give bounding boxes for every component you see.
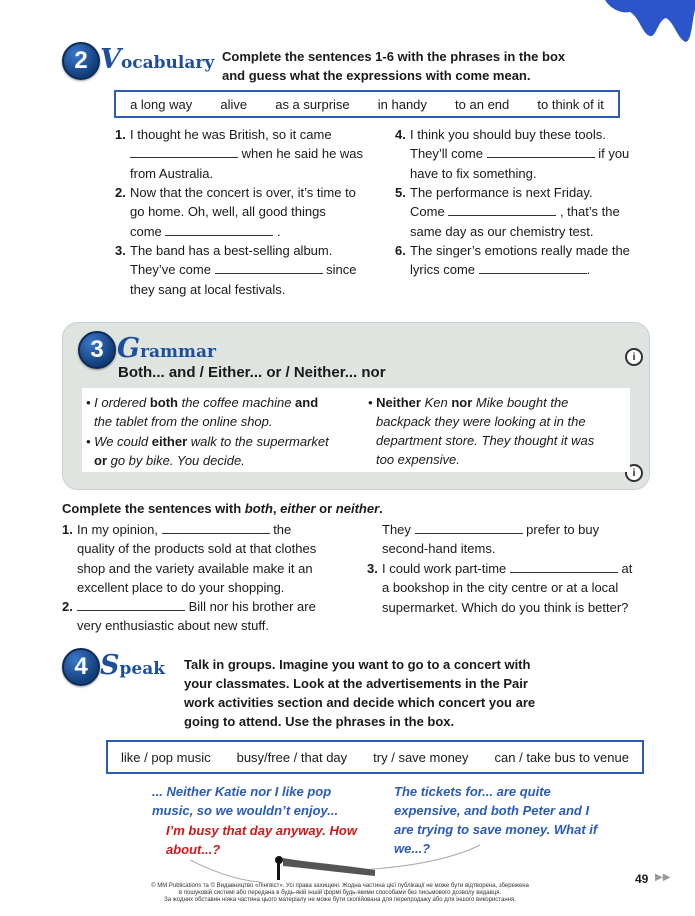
item-text: They [382,522,411,537]
info-icon: i [625,348,643,366]
answer-blank[interactable] [479,261,587,274]
item-text: have to fix something. [410,165,537,181]
grammar-example-2 [86,432,356,470]
item-text: if you [598,146,630,162]
phrase-item: alive [220,96,248,112]
item-text: lyrics come [410,262,476,278]
item-text: go home. Oh, well, all good things [130,204,326,220]
item-text: They’ll come [410,146,483,162]
bubble-text: ... Neither Katie nor I like pop [152,784,332,799]
phrase-item: to think of it [537,96,604,112]
example-keyword: either [151,434,188,449]
footer-line: За жодних обставин ніяка частина цього матеріалу не може бути скопійована для перепродажу або для іншого використання. [164,897,516,903]
phrase-item: can / take bus to venue [494,749,629,765]
vocab-item-3 [115,241,375,299]
item-text: quality of the products sold at that clothes [77,541,317,557]
bubble-text: we...? [394,841,431,856]
vocab-item-5 [395,183,655,241]
answer-blank[interactable] [415,521,523,534]
title-initial: V [100,44,121,75]
bubble-text: music, so we wouldn’t enjoy... [152,803,339,818]
item-number: 4. [395,127,406,142]
example-text: too expensive. [376,452,460,467]
item-text: I thought he was British, so it came [130,127,332,142]
footer-line: в пошуковій системі або передана в будь-якій іншій формі будь-якими способами без письмового дозволу видавця. [178,890,502,896]
vocab-instruction: Complete the sentences 1-6 with the phrases in the box and guess what the expressions with come mean. [222,49,566,83]
section-number-badge: 4 [62,648,100,686]
answer-blank[interactable] [487,145,595,158]
example-text: • I ordered [86,395,150,410]
grammar-example-1 [86,393,356,431]
item-number: 3. [367,561,378,576]
item-number: 6. [395,243,406,258]
instr-text: or [315,501,336,516]
item-text: The band has a best-selling album. [130,243,333,258]
speak-phrase-box [106,740,644,774]
item-text: very enthusiastic about new stuff. [77,618,269,634]
item-text: at [621,561,633,576]
grammar-instruction [62,499,562,518]
item-text: The singer’s emotions really made the [410,243,630,258]
vocab-item-6 [395,241,655,280]
speak-instruction: Talk in groups. Imagine you want to go to a concert with your classmates. Look at the advertisements in the Pair work activities section and decide which concert you are going to attend. Use the phrases in the box. [184,657,536,729]
item-text: same day as our chemistry test. [410,223,594,239]
instr-text: . [379,501,383,516]
bubble-text: I’m busy that day anyway. How [166,823,357,838]
example-keyword: Neither [376,395,421,410]
item-number: 1. [115,127,126,142]
example-text: department store. They thought it was [376,433,595,448]
page-number: 49 [635,872,649,886]
instr-keyword: both [244,501,273,516]
grammar-item-3 [367,559,667,617]
answer-blank[interactable] [165,223,273,236]
item-number: 1. [62,522,73,537]
section-number-badge: 2 [62,42,100,80]
example-keyword: both [149,395,178,410]
answer-blank[interactable] [215,261,323,274]
footer-line: © MM Publications та © Видавництво «Лінгвіст». Усі права захищені. Жодна частина цієї публікації не може бути відтворена, збережена [151,883,529,889]
next-page-icon: ▶▶ [655,872,671,883]
item-text: a bookshop in the city centre or at a local [382,580,619,596]
section-title-vocabulary [100,44,214,75]
item-text: from Australia. [130,165,214,181]
title-rest: ocabulary [120,53,215,73]
instr-keyword: neither [335,501,380,516]
section-number-badge: 3 [78,331,116,369]
speech-bubble-1 [152,782,338,820]
example-text: backpack they were looking at in the [376,414,586,429]
answer-blank[interactable] [162,521,270,534]
section-title-grammar [117,333,216,364]
example-text: Mike bought the [472,395,569,410]
item-text: , that’s the [559,204,620,220]
item-text: the [273,522,292,537]
example-text: the tablet from the online shop. [94,414,273,429]
example-keyword: or [94,453,107,468]
item-text: I think you should buy these tools. [410,127,606,142]
grammar-item-1 [62,520,362,597]
info-icon: i [625,464,643,482]
example-text: Ken [420,395,452,410]
example-keyword: and [295,395,319,410]
guitar-decoration [265,848,385,882]
grammar-item-2-cont [367,520,667,559]
example-keyword: nor [451,395,473,410]
example-text: walk to the supermarket [187,434,329,449]
item-text: prefer to buy [526,522,600,537]
bubble-text: expensive, and both Peter and I [394,803,590,818]
instr-text: Complete the sentences with [62,501,245,516]
instr-text: , [272,501,281,516]
answer-blank[interactable] [77,598,185,611]
vocab-item-2 [115,183,375,241]
item-text: They’ve come [130,262,211,278]
item-text: The performance is next Friday. [410,185,593,200]
grammar-item-2 [62,597,362,636]
paint-splash-decoration [600,0,695,50]
title-rest: rammar [140,342,216,362]
item-number: 5. [395,185,406,200]
item-text: supermarket. Which do you think is better? [382,599,629,615]
item-text: Come [410,204,445,220]
item-text: excellent place to do your shopping. [77,579,285,595]
title-initial: S [100,650,120,681]
grammar-subtitle: Both... and / Either... or / Neither... nor [118,364,386,381]
vocab-phrase-box [114,90,620,118]
example-text: go by bike. You decide. [107,453,245,468]
copyright-footer [40,883,640,904]
item-text: second-hand items. [382,541,496,557]
item-text: since [326,262,357,278]
grammar-example-3 [368,393,628,469]
example-text: the coffee machine [177,395,296,410]
item-number: 2. [62,599,73,614]
title-initial: G [117,333,141,364]
item-text: I could work part-time [382,561,507,576]
item-text: . [586,262,591,278]
phrase-item: as a surprise [275,96,350,112]
answer-blank[interactable] [510,560,618,573]
phrase-item: to an end [455,96,510,112]
title-rest: peak [119,659,165,679]
item-text: when he said he was [241,146,364,162]
instr-keyword: either [280,501,316,516]
item-text: they sang at local festivals. [130,281,286,297]
bubble-text: The tickets for... are quite [394,784,551,799]
item-number: 3. [115,243,126,258]
item-text: . [277,223,281,239]
item-number: 2. [115,185,126,200]
example-text: • [368,395,377,410]
bubble-text: about...? [166,842,221,857]
phrase-item: busy/free / that day [236,749,348,765]
phrase-item: like / pop music [121,749,211,765]
phrase-item: a long way [130,96,193,112]
item-text: In my opinion, [77,522,158,537]
phrase-item: try / save money [373,749,469,765]
vocab-item-4 [395,125,655,183]
item-text: Now that the concert is over, it’s time to [130,185,356,200]
bubble-text: are trying to save money. What if [394,822,598,837]
phrase-item: in handy [377,96,427,112]
section-title-speak [100,650,165,681]
item-text: shop and the variety available make it an [77,560,313,576]
item-text: Bill nor his brother are [188,599,316,614]
item-text: come [130,223,162,239]
answer-blank[interactable] [130,145,238,158]
answer-blank[interactable] [448,203,556,216]
vocab-item-1 [115,125,375,183]
example-text: • We could [86,434,152,449]
